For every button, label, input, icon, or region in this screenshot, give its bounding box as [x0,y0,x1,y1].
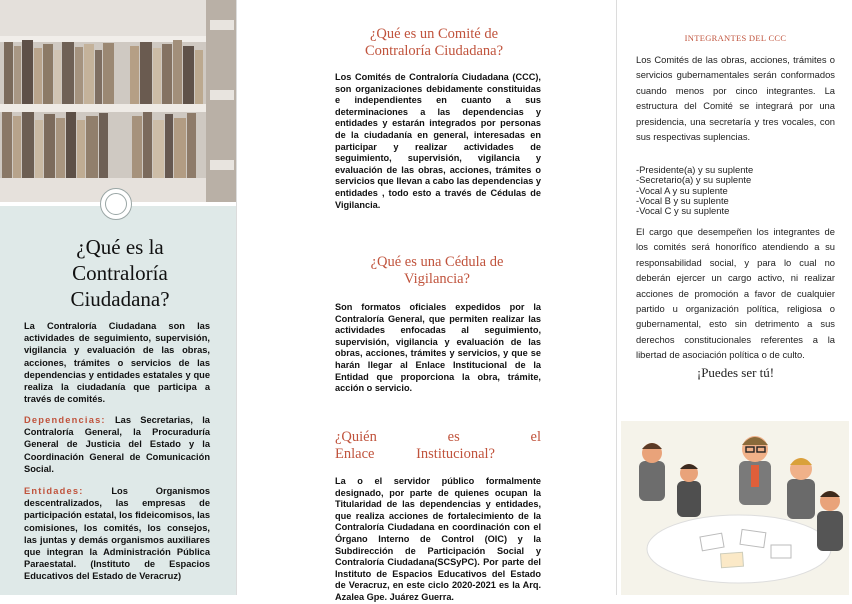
panel1-title: ¿Qué es la Contraloría Ciudadana? [70,235,170,311]
panel1-dependencias [24,414,210,475]
heading-enlace: ¿Quién es el Enlace Institucional? [335,429,541,462]
text-comite: Los Comités de Contraloría Ciudadana (CCC), son organizaciones debidamente constituidas e independientes en cuanto a sus determinaciones a las dependencias y entidades y estarán integrados por personas de la ciudadanía en general, interesadas en participar y realizar actividades de seguimiento, supervisión, vigilancia y evaluación de las obras, acciones, trámites o servicios que llevan a cabo las dependencias y entidades , todo esto a través de Cédulas de Vigilancia. [335,72,541,210]
member-item: -Vocal B y su suplente [636,194,729,206]
member-item: -Vocal A y su suplente [636,184,728,196]
members-list [636,165,835,216]
slogan: ¡Puedes ser tú! [696,365,775,380]
member-item: -Secretario(a) y su suplente [636,174,752,186]
dependencias-text: Las Secretarias, la Contraloría General, la Procuraduría General de Justicia del Estado y la Coordinación General de Comunicación Social. [24,415,210,474]
heading-comite: ¿Qué es un Comité de Contraloría Ciudadana? [364,26,504,59]
member-item: -Vocal C y su suplente [636,205,730,217]
bookshelf-photo [0,0,236,202]
dependencias-label: Dependencias: [24,415,106,425]
entidades-label: Entidades: [24,486,84,496]
text-enlace: La o el servidor público formalmente designado, por parte de quienes ocupan la Titularidad de las dependencias y entidades, que realiza acciones de fortalecimiento de la Contraloría Ciudadana en coordinación con el Órgano Interno de Control (OIC) y la Subdirección de Participación Social y Contraloría Ciudadana(SCSyPC). Por parte del Instituto de Espacios Educativos del Estado de Veracruz, en este ciclo 2020-2021 es la Arq. Azalea Gpe. Juárez Guerra. [335,476,541,602]
entidades-text: Los Organismos descentralizados, las empresas de participación estatal, los fideicomisos, las comisiones, los comités, los consejos, las juntas y demás organismos auxiliares que integran la Administración Pública Paraestatal. (Instituto de Espacios Educativos del Estado de Veracruz) [24,486,211,582]
panel1-intro: La Contraloría Ciudadana son las actividades de seguimiento, supervisión, vigilancia y evaluación de las obras, acciones, trámites o servicios de las dependencias y entidades estatales y que realiza la ciudadanía que participa a través de comités. [24,321,210,405]
meeting-image [621,421,849,595]
panel-left [0,0,236,595]
circle-ornament [100,188,132,220]
text-cargo: El cargo que desempeñen los integrantes de los comités será honorífico atendiendo a su responsabilidad social, y para lo cual no deberán ejercer un cargo activo, ni realizar acciones de promoción a favor de cualquier partido u organización política, religiosa o gubernamental, esto sin detrimento a sus derechos constitucionales referentes a la libertad de asociación política o de culto. [636,226,835,361]
heading-integrantes: INTEGRANTES DEL CCC [684,33,787,43]
panel1-entidades [24,485,210,583]
member-item: -Presidente(a) y su suplente [636,164,754,175]
text-integrantes: Los Comités de las obras, acciones, trámites o servicios gubernamentales serán conformados cuando menos por cinco integrantes. La estructura del Comité se integrará por una presidencia, una secretaría y tres vocales, con sus respectivas suplencias. [636,54,835,143]
text-cedula: Son formatos oficiales expedidos por la Contraloría General, que permiten realizar las actividades enfocadas al seguimiento, supervisión, vigilancia y evaluación de las obras, acciones, trámites y servicios, y que se harán llegar al Enlace Institucional de la Entidad que proporciona la obra, trámite, acción o servicio. [335,302,541,394]
panel-middle [236,0,617,602]
heading-cedula: ¿Qué es una Cédula de Vigilancia? [370,254,504,287]
meeting-illustration [621,421,849,595]
bookshelf-image [0,0,236,202]
panel-right [616,0,852,595]
